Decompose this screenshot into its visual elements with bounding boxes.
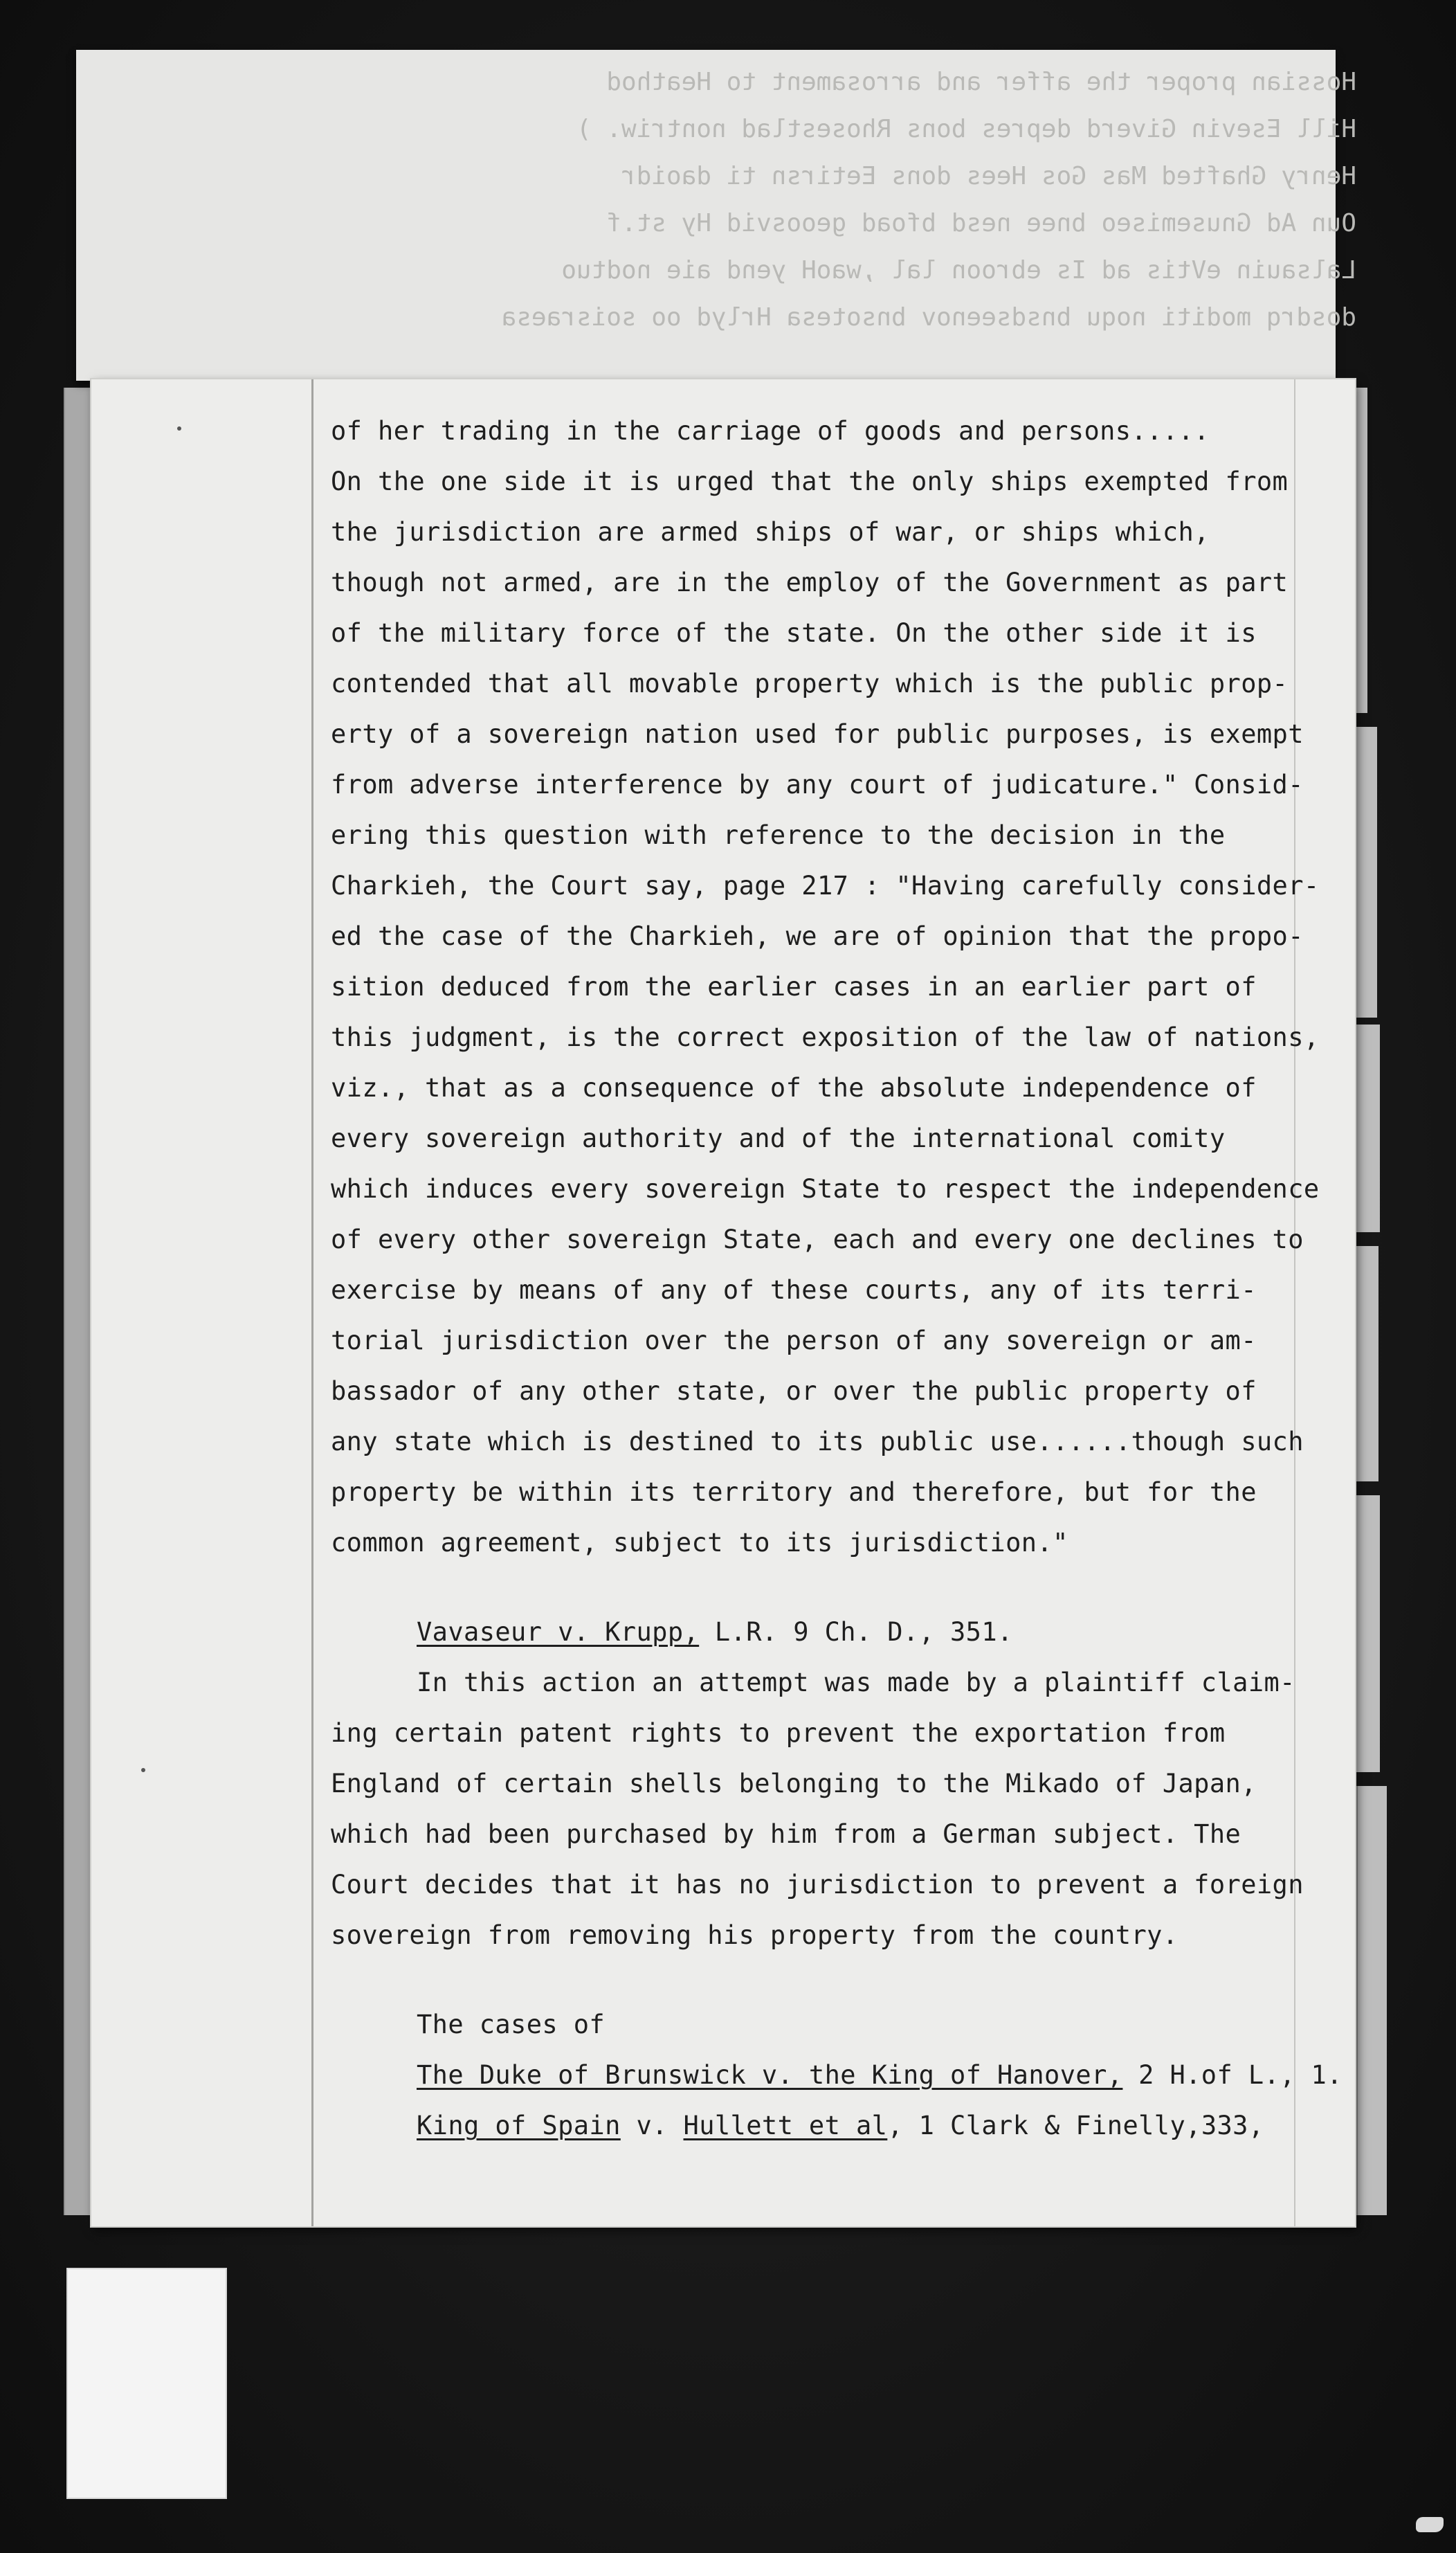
document-page [91,379,1355,2226]
case-citation-brunswick [331,2050,1343,2100]
text-line: torial jurisdiction over the person of any sovereign or am- [331,1326,1257,1355]
text-line: property be within its territory and therefore, but for the [331,1477,1257,1507]
page-speck [141,1768,145,1772]
text-line: sovereign from removing his property from the country. [331,1920,1179,1950]
text-line: erty of a sovereign nation used for public purposes, is exempt [331,719,1304,749]
left-margin-rule [311,379,313,2226]
case-reference: L.R. 9 Ch. D., 351. [699,1617,1013,1647]
case-reference: 2 H.of L., 1. [1122,2060,1343,2090]
case-name: King of Spain [417,2111,621,2140]
underlying-page-edge [1351,1025,1380,1232]
text-line: which had been purchased by him from a German subject. The [331,1819,1241,1849]
blank-label-card [66,2268,227,2499]
case-name: The Duke of Brunswick v. the King of Hanover, [417,2060,1123,2090]
bleed-through-line: Hill Esevin Giverd depres bons Rhosestlad nontriw. ) [576,115,1356,143]
case-reference: , 1 Clark & Finelly,333, [887,2111,1264,2140]
text-line: ing certain patent rights to prevent the exportation from [331,1718,1226,1748]
text-line: ed the case of the Charkieh, we are of opinion that the propo- [331,921,1304,951]
bleed-through-line: dosdrq moditi noqu bnsdseenov bnsotesa Hrlyd oo soisraesa [501,303,1356,332]
case-name: Vavaseur v. Krupp, [417,1617,700,1647]
text-line: any state which is destined to its public use......though such [331,1427,1304,1456]
text-line: of her trading in the carriage of goods and persons..... [331,416,1210,446]
underlying-page-edge [64,388,93,2215]
paragraph-gap [331,1960,1327,1999]
case-citation-vavaseur [331,1607,1327,1657]
text-line: Court decides that it has no jurisdiction to prevent a foreign [331,1870,1304,1900]
cases-intro: The cases of [417,2010,606,2039]
typewritten-text [331,406,1343,2151]
text-line: every sovereign authority and of the international comity [331,1124,1226,1153]
text-line: England of certain shells belonging to the Mikado of Japan, [331,1769,1257,1798]
corner-blot [1416,2517,1444,2532]
text-line: In this action an attempt was made by a plaintiff claim- [417,1668,1295,1697]
text-line: bassador of any other state, or over the public property of [331,1376,1257,1406]
text-line: exercise by means of any of these courts, any of its terri- [331,1275,1257,1305]
text-line: contended that all movable property which is the public prop- [331,669,1289,698]
underlying-page-edge [1356,1786,1387,2215]
text-line: common agreement, subject to its jurisdiction." [331,1528,1068,1558]
text-line: On the one side it is urged that the only ships exempted from [331,467,1289,496]
underlying-page-edge [1354,1495,1380,1772]
text-line: Charkieh, the Court say, page 217 : "Having carefully consider- [331,871,1320,901]
text-line: ering this question with reference to the decision in the [331,820,1226,850]
paragraph-gap [331,1568,1327,1607]
text-line: which induces every sovereign State to respect the independence [331,1174,1320,1204]
text-line: though not armed, are in the employ of the Government as part [331,568,1289,597]
text-line: from adverse interference by any court of judicature." Consid- [331,770,1304,800]
text-line: sition deduced from the earlier cases in an earlier part of [331,972,1257,1002]
case-connector: v. [620,2111,684,2140]
text-line: viz., that as a consequence of the absolute independence of [331,1073,1257,1103]
overlapping-top-sheet [76,50,1356,381]
bleed-through-line: Henry Ghafted Mas Gos Hees dons Eetirsn ti daoidr [621,162,1356,190]
text-line: of every other sovereign State, each and every one declines to [331,1225,1304,1254]
bleed-through-line: Oun Ad Gnusemiseo bnee nesd bfoad geoosvid Hy st.f [606,209,1356,237]
case-citation-spain [331,2100,1327,2151]
page-speck [177,426,181,431]
text-line: this judgment, is the correct exposition of the law of nations, [331,1022,1320,1052]
text-line: the jurisdiction are armed ships of war, or ships which, [331,517,1210,547]
text-line: of the military force of the state. On the other side it is [331,618,1257,648]
bleed-through-line: Lalsauin eVtis ad Is ebroon lal ,waoH yend aie nodtuo [561,256,1356,285]
case-name: Hullett et al [683,2111,888,2140]
bleed-through-line: Hossian proper the affer and arrosament to Heathod [606,68,1356,96]
